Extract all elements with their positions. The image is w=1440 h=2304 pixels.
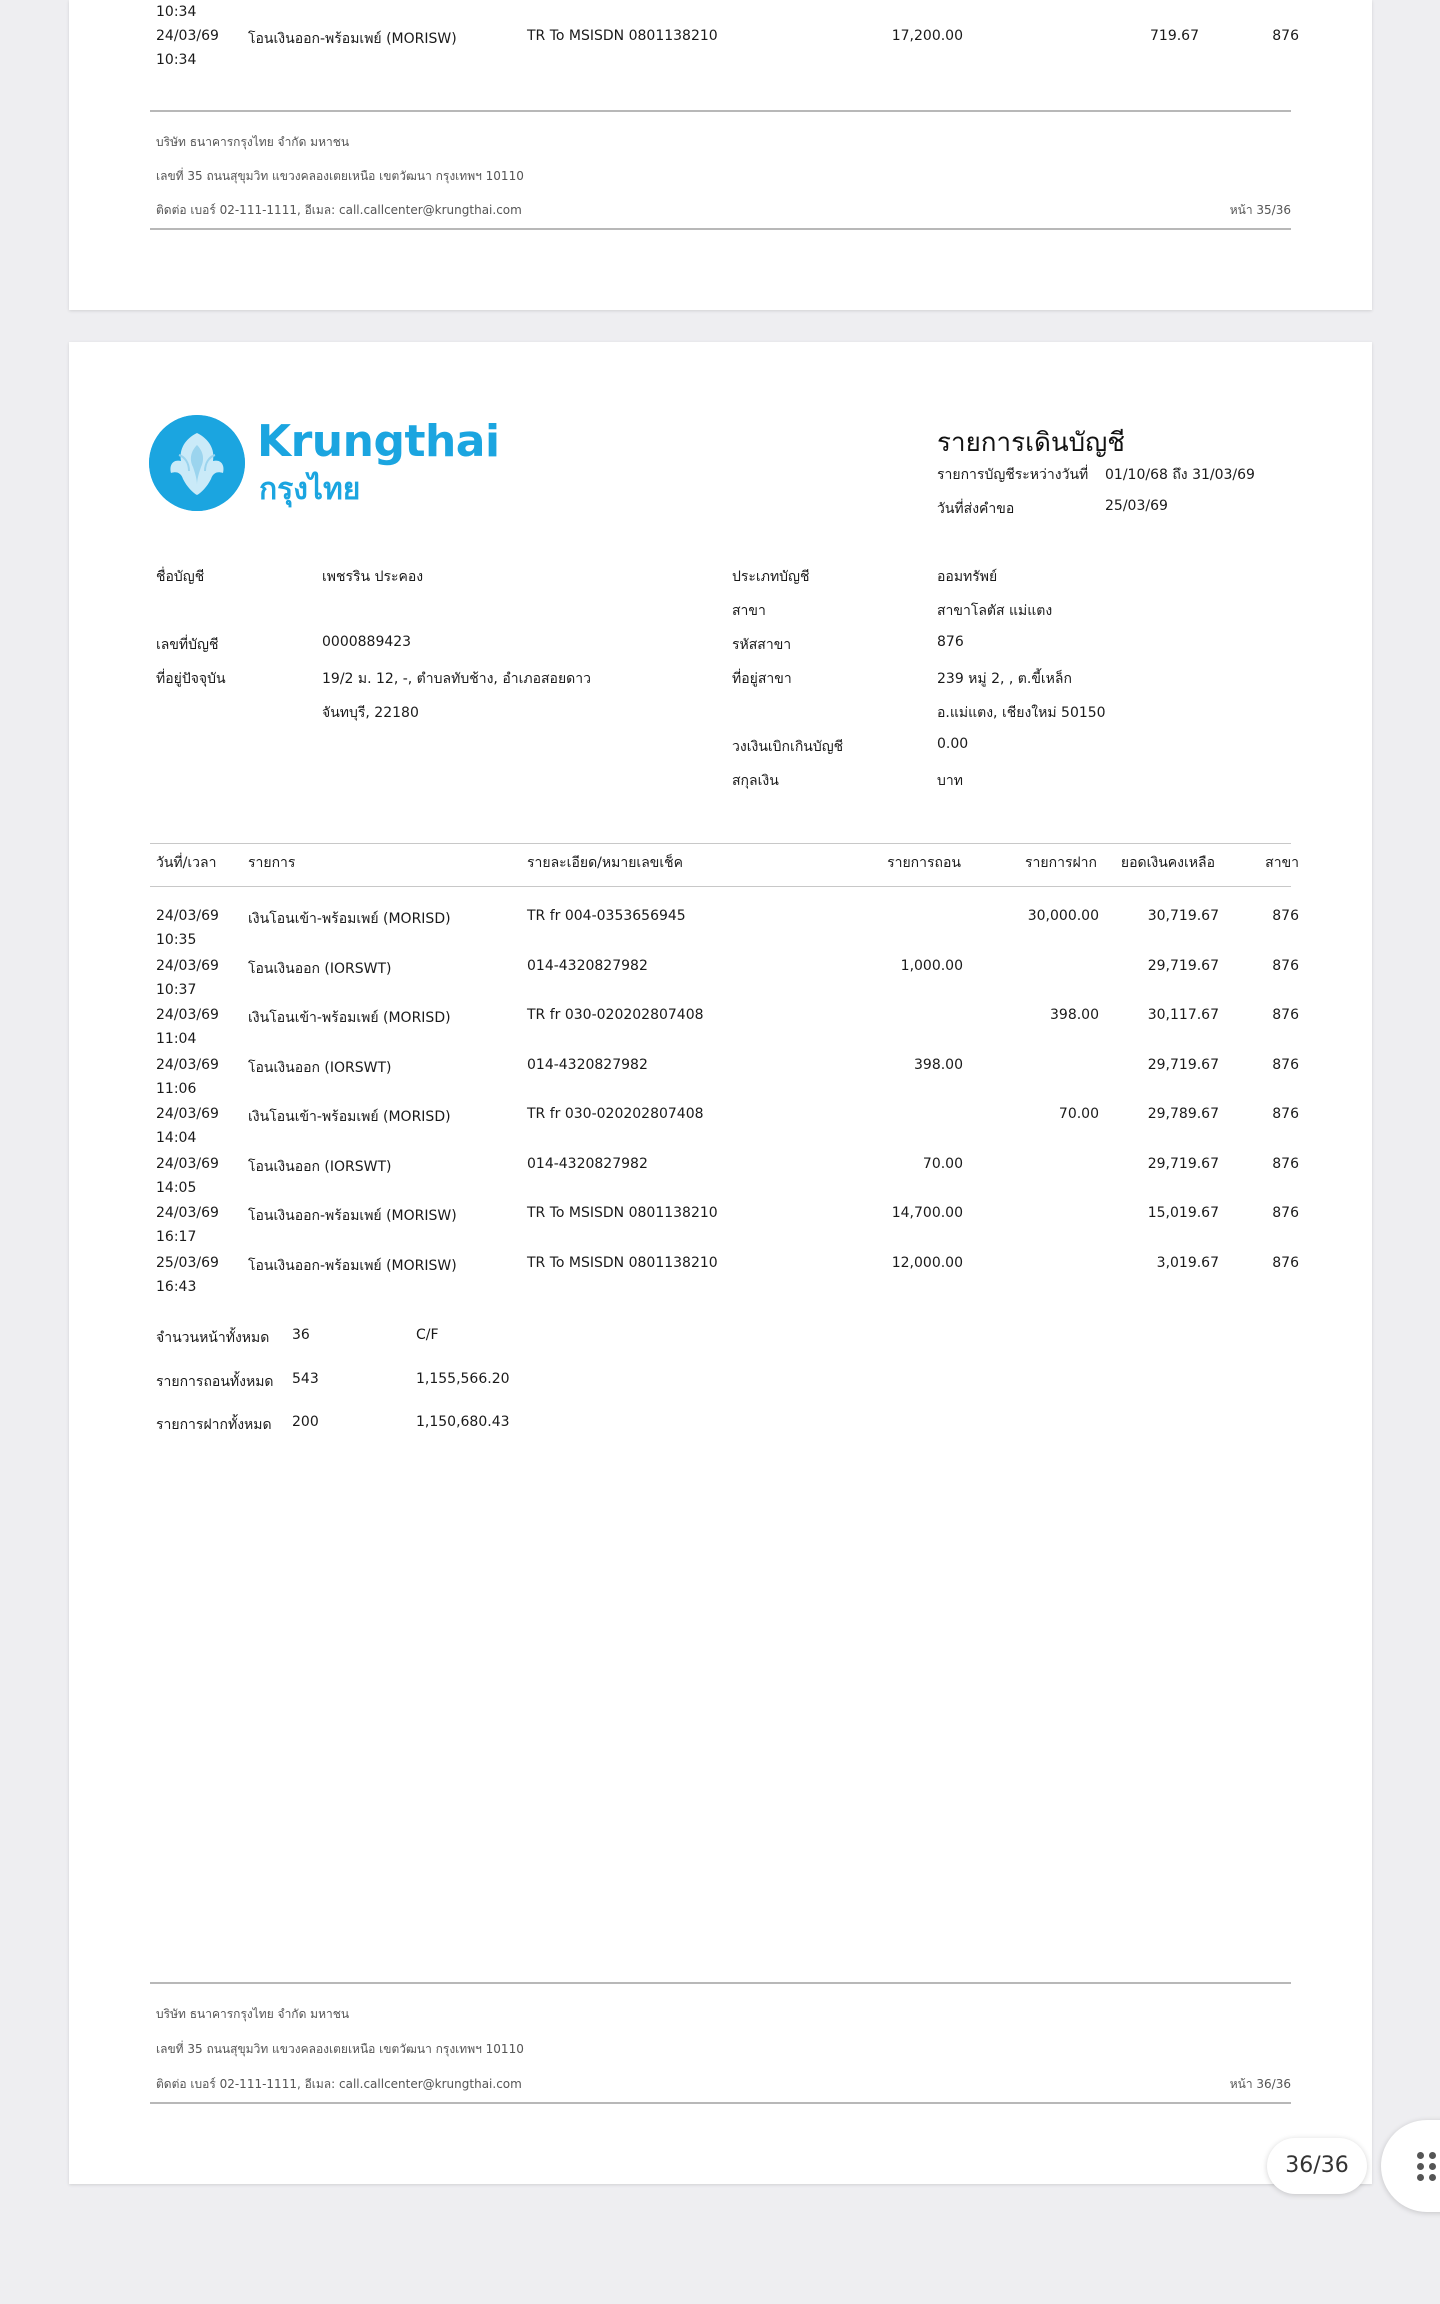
account-number-label: เลขที่บัญชี: [156, 637, 219, 653]
address-line1: 19/2 ม. 12, -, ตำบลทับช้าง, อำเภอสอยดาว: [322, 671, 591, 687]
cell-desc: โอนเงินออก (IORSWT): [248, 1159, 392, 1175]
cell-branch: 876: [1272, 1255, 1299, 1271]
cell-date: 24/03/69: [156, 958, 219, 974]
address-line2: จันทบุรี, 22180: [322, 705, 419, 721]
cell-date: 24/03/69: [156, 1057, 219, 1073]
cell-date: 24/03/69: [156, 1205, 219, 1221]
prev-footer-page: หน้า 35/36: [1229, 203, 1291, 217]
cell-time: 11:06: [156, 1081, 197, 1097]
cell-branch: 876: [1272, 958, 1299, 974]
statement-page-36: [69, 342, 1372, 2184]
currency-label: สกุลเงิน: [732, 773, 779, 789]
cell-balance: 15,019.67: [1147, 1205, 1219, 1221]
branch-address-label: ที่อยู่สาขา: [732, 671, 792, 687]
prev-footer-divider: [150, 110, 1291, 112]
cell-deposit: 398.00: [1050, 1007, 1099, 1023]
statement-page-35: [69, 0, 1372, 310]
branch-address-line1: 239 หมู่ 2, , ต.ขี้เหล็ก: [937, 671, 1072, 687]
prev-row-time: 10:34: [156, 4, 197, 20]
prev-footer-company: บริษัท ธนาคารกรุงไทย จำกัด มหาชน: [156, 135, 350, 149]
cell-date: 24/03/69: [156, 1106, 219, 1122]
cell-detail: TR fr 004-0353656945: [527, 908, 686, 924]
branch-address-line2: อ.แม่แตง, เชียงใหม่ 50150: [937, 705, 1106, 721]
account-type-label: ประเภทบัญชี: [732, 569, 810, 585]
cell-time: 11:04: [156, 1031, 197, 1047]
prev-row-withdraw: 17,200.00: [891, 28, 963, 44]
account-type-value: ออมทรัพย์: [937, 569, 998, 585]
cell-deposit: 30,000.00: [1027, 908, 1099, 924]
cell-branch: 876: [1272, 908, 1299, 924]
request-date-value: 25/03/69: [1105, 498, 1168, 514]
col-desc-header: รายการ: [248, 855, 296, 871]
cell-detail: TR fr 030-020202807408: [527, 1007, 704, 1023]
krungthai-phoenix-logo-icon: [149, 415, 245, 511]
cell-detail: 014-4320827982: [527, 1057, 648, 1073]
cell-withdraw: 1,000.00: [900, 958, 963, 974]
account-number-value: 0000889423: [322, 634, 412, 650]
cell-balance: 29,789.67: [1147, 1106, 1219, 1122]
cell-balance: 29,719.67: [1147, 1156, 1219, 1172]
cell-branch: 876: [1272, 1156, 1299, 1172]
footer-contact: ติดต่อ เบอร์ 02-111-1111, อีเมล: call.callcenter@krungthai.com: [156, 2077, 522, 2091]
address-label: ที่อยู่ปัจจุบัน: [156, 671, 226, 687]
cell-time: 14:04: [156, 1130, 197, 1146]
cell-branch: 876: [1272, 1057, 1299, 1073]
branch-label: สาขา: [732, 603, 766, 619]
cell-date: 24/03/69: [156, 1007, 219, 1023]
branch-value: สาขาโลตัส แม่แตง: [937, 603, 1053, 619]
cell-branch: 876: [1272, 1007, 1299, 1023]
cell-desc: เงินโอนเข้า-พร้อมเพย์ (MORISD): [248, 1109, 451, 1125]
footer-bottom-divider: [150, 2102, 1291, 2104]
summary-pages-label: จำนวนหน้าทั้งหมด: [156, 1330, 270, 1346]
prev-footer-address: เลขที่ 35 ถนนสุขุมวิท แขวงคลองเตยเหนือ เขตวัฒนา กรุงเทพฯ 10110: [156, 169, 524, 183]
account-name-label: ชื่อบัญชี: [156, 569, 205, 585]
overdraft-value: 0.00: [937, 736, 969, 752]
overdraft-label: วงเงินเบิกเกินบัญชี: [732, 739, 844, 755]
period-value: 01/10/68 ถึง 31/03/69: [1105, 467, 1255, 483]
cell-desc: โอนเงินออก-พร้อมเพย์ (MORISW): [248, 1208, 457, 1224]
prev-row-desc: โอนเงินออก-พร้อมเพย์ (MORISW): [248, 31, 457, 47]
col-detail-header: รายละเอียด/หมายเลขเช็ค: [527, 855, 683, 871]
cell-deposit: 70.00: [1058, 1106, 1099, 1122]
summary-deposit-label: รายการฝากทั้งหมด: [156, 1417, 272, 1433]
account-name-value: เพชรริน ประคอง: [322, 569, 424, 585]
summary-withdraw-total: 1,155,566.20: [416, 1371, 510, 1387]
summary-deposit-total: 1,150,680.43: [416, 1414, 510, 1430]
summary-deposit-count: 200: [292, 1414, 319, 1430]
cell-detail: 014-4320827982: [527, 1156, 648, 1172]
summary-withdraw-count: 543: [292, 1371, 319, 1387]
prev-footer-contact: ติดต่อ เบอร์ 02-111-1111, อีเมล: call.callcenter@krungthai.com: [156, 203, 522, 217]
cell-desc: โอนเงินออก (IORSWT): [248, 961, 392, 977]
branch-code-value: 876: [937, 634, 964, 650]
page-indicator[interactable]: 36/36: [1267, 2138, 1367, 2194]
cell-date: 24/03/69: [156, 908, 219, 924]
col-branch-header: สาขา: [1265, 855, 1299, 871]
footer-company: บริษัท ธนาคารกรุงไทย จำกัด มหาชน: [156, 2007, 350, 2021]
summary-cf: C/F: [416, 1327, 439, 1343]
brand-name-en: Krungthai: [257, 416, 500, 467]
cell-detail: 014-4320827982: [527, 958, 648, 974]
summary-pages-value: 36: [292, 1327, 310, 1343]
col-balance-header: ยอดเงินคงเหลือ: [1120, 855, 1215, 871]
cell-withdraw: 14,700.00: [891, 1205, 963, 1221]
prev-row-date: 24/03/69: [156, 28, 219, 44]
cell-balance: 30,719.67: [1147, 908, 1219, 924]
cell-detail: TR To MSISDN 0801138210: [527, 1205, 718, 1221]
period-label: รายการบัญชีระหว่างวันที่: [937, 467, 1089, 483]
prev-row-detail: TR To MSISDN 0801138210: [527, 28, 718, 44]
footer-page: หน้า 36/36: [1229, 2077, 1291, 2091]
cell-balance: 3,019.67: [1156, 1255, 1219, 1271]
cell-time: 10:37: [156, 982, 197, 998]
cell-withdraw: 12,000.00: [891, 1255, 963, 1271]
prev-row-balance: 719.67: [1150, 28, 1199, 44]
col-datetime-header: วันที่/เวลา: [156, 855, 217, 871]
col-deposit-header: รายการฝาก: [1025, 855, 1097, 871]
prev-footer-bottom-divider: [150, 228, 1291, 230]
footer-divider: [150, 1982, 1291, 1984]
cell-desc: เงินโอนเข้า-พร้อมเพย์ (MORISD): [248, 911, 451, 927]
table-header-divider: [150, 886, 1291, 887]
footer-address: เลขที่ 35 ถนนสุขุมวิท แขวงคลองเตยเหนือ เขตวัฒนา กรุงเทพฯ 10110: [156, 2042, 524, 2056]
cell-balance: 29,719.67: [1147, 958, 1219, 974]
branch-code-label: รหัสสาขา: [732, 637, 792, 653]
col-withdraw-header: รายการถอน: [887, 855, 961, 871]
cell-desc: เงินโอนเข้า-พร้อมเพย์ (MORISD): [248, 1010, 451, 1026]
cell-balance: 29,719.67: [1147, 1057, 1219, 1073]
currency-value: บาท: [937, 773, 963, 789]
table-top-divider: [150, 843, 1291, 844]
cell-date: 24/03/69: [156, 1156, 219, 1172]
cell-time: 10:35: [156, 932, 197, 948]
grid-dots-icon[interactable]: [1381, 2120, 1440, 2212]
document-title: รายการเดินบัญชี: [937, 428, 1125, 458]
cell-balance: 30,117.67: [1147, 1007, 1219, 1023]
request-date-label: วันที่ส่งคำขอ: [937, 501, 1015, 517]
brand-name-th: กรุงไทย: [259, 472, 361, 507]
cell-time: 14:05: [156, 1180, 197, 1196]
cell-time: 16:17: [156, 1229, 197, 1245]
summary-withdraw-label: รายการถอนทั้งหมด: [156, 1374, 274, 1390]
cell-desc: โอนเงินออก (IORSWT): [248, 1060, 392, 1076]
prev-row-time-2: 10:34: [156, 52, 197, 68]
prev-row-branch: 876: [1272, 28, 1299, 44]
cell-withdraw: 398.00: [914, 1057, 963, 1073]
cell-time: 16:43: [156, 1279, 197, 1295]
cell-detail: TR fr 030-020202807408: [527, 1106, 704, 1122]
cell-detail: TR To MSISDN 0801138210: [527, 1255, 718, 1271]
cell-branch: 876: [1272, 1205, 1299, 1221]
cell-date: 25/03/69: [156, 1255, 219, 1271]
cell-withdraw: 70.00: [922, 1156, 963, 1172]
cell-branch: 876: [1272, 1106, 1299, 1122]
cell-desc: โอนเงินออก-พร้อมเพย์ (MORISW): [248, 1258, 457, 1274]
